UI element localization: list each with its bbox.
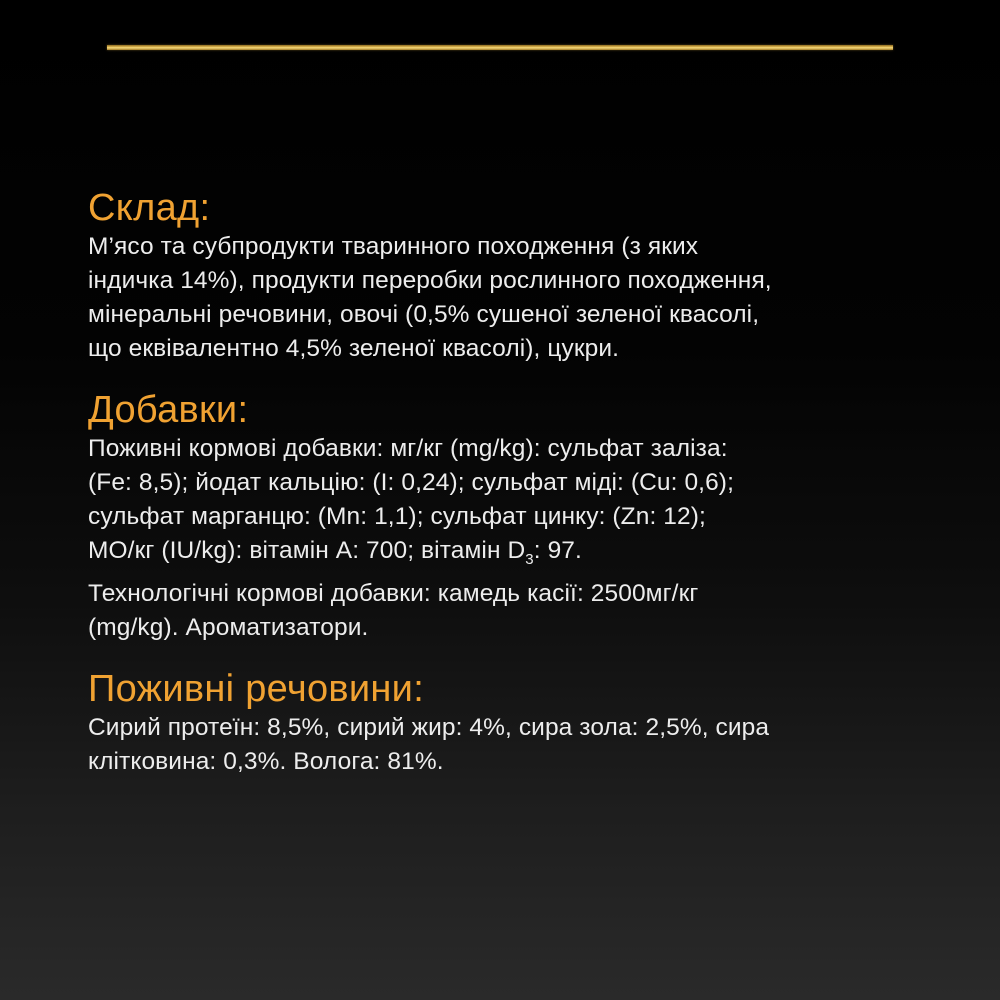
composition-text: [88, 230, 938, 366]
additives-line: (mg/kg). Ароматизатори.: [88, 614, 369, 641]
additives-heading: Добавки:: [88, 389, 249, 431]
nutrients-heading: Поживні речовини:: [88, 668, 425, 710]
product-info-panel: [88, 186, 938, 779]
vitamin-line-prefix: МО/кг (IU/kg): вітамін А: 700; вітамін D: [88, 537, 526, 564]
vitamin-line: [88, 534, 938, 577]
nutrients-text: [88, 711, 938, 779]
additives-line: Поживні кормові добавки: мг/кг (mg/kg): сульфат заліза:: [88, 435, 728, 462]
additives-line: (Fe: 8,5); йодат кальцію: (I: 0,24); сульфат міді: (Cu: 0,6);: [88, 469, 734, 496]
composition-line: мінеральні речовини, овочі (0,5% сушеної зеленої квасолі,: [88, 301, 760, 328]
gold-divider-line: [107, 45, 893, 50]
composition-heading: Склад:: [88, 187, 211, 229]
additives-text: [88, 432, 938, 645]
vitamin-line-suffix: : 97.: [533, 537, 582, 564]
nutrients-line: клітковина: 0,3%. Волога: 81%.: [88, 748, 444, 775]
composition-section: [88, 186, 938, 366]
additives-line: сульфат марганцю: (Mn: 1,1); сульфат цинку: (Zn: 12);: [88, 503, 706, 530]
additives-section: [88, 388, 938, 645]
nutrients-line: Сирий протеїн: 8,5%, сирий жир: 4%, сира зола: 2,5%, сира: [88, 714, 770, 741]
vitamin-d-subscript: 3: [525, 551, 534, 568]
nutrients-section: [88, 667, 938, 779]
additives-line: Технологічні кормові добавки: камедь касії: 2500мг/кг: [88, 580, 699, 607]
composition-line: що еквівалентно 4,5% зеленої квасолі), цукри.: [88, 335, 620, 362]
composition-line: індичка 14%), продукти переробки рослинного походження,: [88, 267, 772, 294]
composition-line: М’ясо та субпродукти тваринного походження (з яких: [88, 233, 699, 260]
